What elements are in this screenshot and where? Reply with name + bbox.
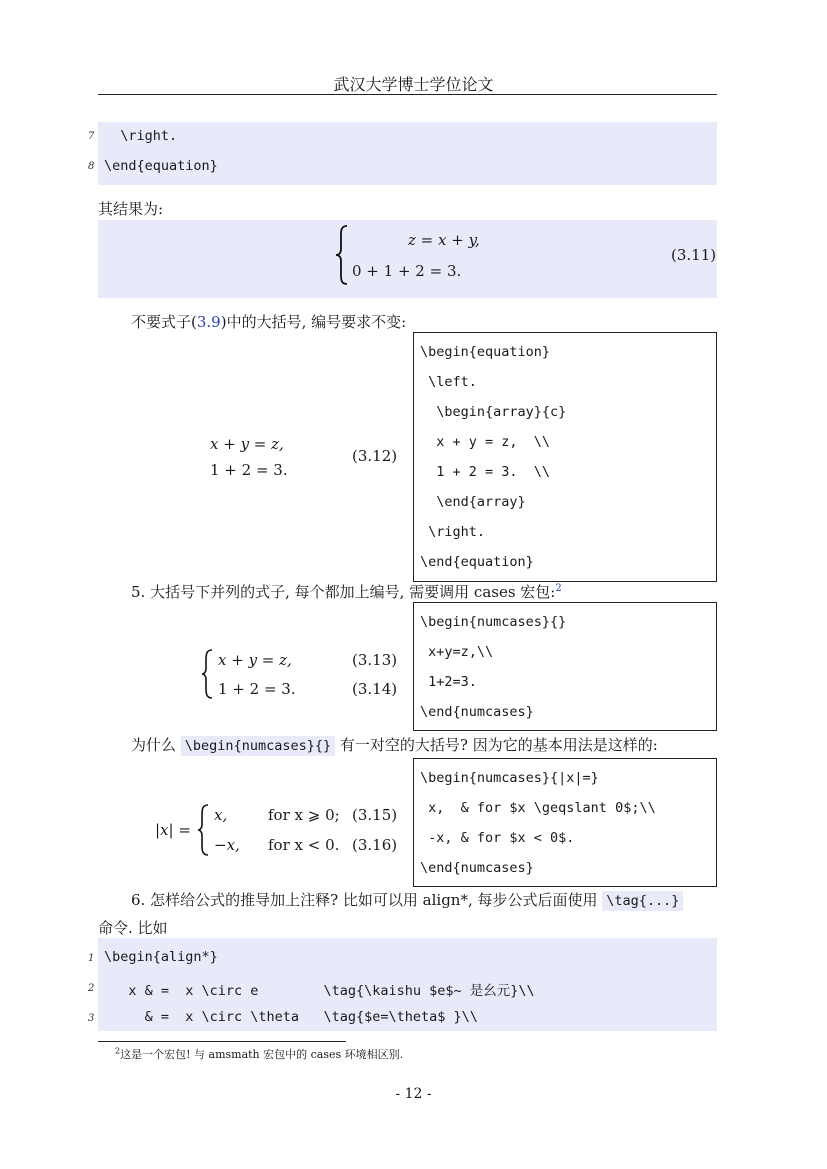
code-line: 1 + 2 = 3. \\ [420, 464, 551, 480]
code-box-3-13 [413, 602, 717, 731]
list-item-5 [131, 581, 562, 602]
equation-number: (3.15) [352, 806, 398, 824]
left-brace-icon [200, 648, 214, 700]
code-line: \begin{array}{c} [420, 404, 567, 420]
code-box-3-12 [413, 332, 717, 582]
case-condition: for x < 0. [268, 836, 340, 854]
code-box-3-15 [413, 758, 717, 887]
equation-line: x + y = z, [218, 651, 292, 669]
code-line: \begin{numcases}{} [420, 614, 567, 630]
code-line: \begin{numcases}{|x|=} [420, 770, 599, 786]
equation-line: 1 + 2 = 3. [218, 680, 296, 698]
code-line: \right. [420, 524, 486, 540]
line-number: 2 [88, 983, 95, 994]
code-line: x & = x \circ e \tag{\kaishu $e$~ 是幺元}\\ [104, 983, 535, 999]
footnote-mark-link[interactable]: 2 [555, 583, 562, 594]
case-value: −x, [214, 836, 240, 854]
line-number: 7 [88, 131, 95, 142]
equation-line: z = x + y, [408, 231, 480, 249]
code-line: 1+2=3. [420, 674, 477, 690]
paragraph-text: 不要式子( [131, 313, 197, 331]
line-number: 3 [88, 1013, 95, 1024]
code-line: & = x \circ \theta \tag{$e=\theta$ }\\ [104, 1009, 478, 1025]
equation-line: 1 + 2 = 3. [210, 461, 288, 479]
left-brace-icon [334, 224, 350, 286]
code-line: \begin{equation} [420, 344, 551, 360]
equation-number: (3.16) [352, 836, 398, 854]
paragraph [131, 311, 406, 332]
code-line: x, & for $x \geqslant 0$;\\ [420, 800, 656, 816]
page-number: - 12 - [395, 1086, 432, 1102]
paragraph-text: )中的大括号, 编号要求不变: [220, 313, 407, 331]
equation-number: (3.12) [352, 447, 398, 465]
list-item-6 [131, 889, 683, 910]
equation-ref-link[interactable]: 3.9 [196, 313, 221, 331]
code-line: \end{equation} [420, 554, 534, 570]
code-line: -x, & for $x < 0$. [420, 830, 575, 846]
paragraph [131, 734, 658, 755]
equation-number: (3.13) [352, 651, 398, 669]
left-brace-icon [196, 803, 210, 857]
inline-code: \tag{...} [602, 891, 683, 911]
list-item-text: 命令. 比如 [98, 919, 168, 937]
code-line: \left. [420, 374, 477, 390]
code-block-1 [98, 122, 717, 185]
footnote-mark: 2 [115, 1046, 121, 1056]
code-line: \right. [104, 128, 178, 144]
paragraph-text: 有一对空的大括号? 因为它的基本用法是这样的: [339, 736, 658, 754]
code-line: \begin{align*} [104, 949, 218, 965]
code-line: \end{numcases} [420, 704, 534, 720]
code-line: \end{numcases} [420, 860, 534, 876]
line-number: 1 [88, 953, 95, 964]
case-value: x, [214, 806, 228, 824]
footnote [115, 1046, 403, 1062]
page-header-title: 武汉大学博士学位论文 [333, 75, 494, 94]
code-line: \end{equation} [104, 158, 218, 174]
list-item-text: 5. 大括号下并列的式子, 每个都加上编号, 需要调用 cases 宏包: [131, 583, 556, 601]
equation-lhs: |x| = [155, 821, 191, 839]
code-line: \end{array} [420, 494, 526, 510]
code-line: x+y=z,\\ [420, 644, 494, 660]
paragraph-text: 为什么 [131, 736, 177, 754]
list-item-text: 6. 怎样给公式的推导加上注释? 比如可以用 align*, 每步公式后面使用 [131, 891, 598, 909]
header-rule [98, 94, 717, 95]
result-label: 其结果为: [98, 200, 164, 218]
code-line: x + y = z, \\ [420, 434, 551, 450]
equation-line: x + y = z, [210, 435, 284, 453]
equation-number: (3.14) [352, 680, 398, 698]
equation-line: 0 + 1 + 2 = 3. [352, 262, 462, 280]
equation-number: (3.11) [671, 246, 717, 264]
line-number: 8 [88, 161, 95, 172]
footnote-text: 这是一个宏包! 与 amsmath 宏包中的 cases 环境相区别. [120, 1048, 404, 1061]
case-condition: for x ⩾ 0; [268, 806, 340, 824]
inline-code: \begin{numcases}{} [181, 736, 335, 756]
footnote-rule [98, 1041, 346, 1042]
